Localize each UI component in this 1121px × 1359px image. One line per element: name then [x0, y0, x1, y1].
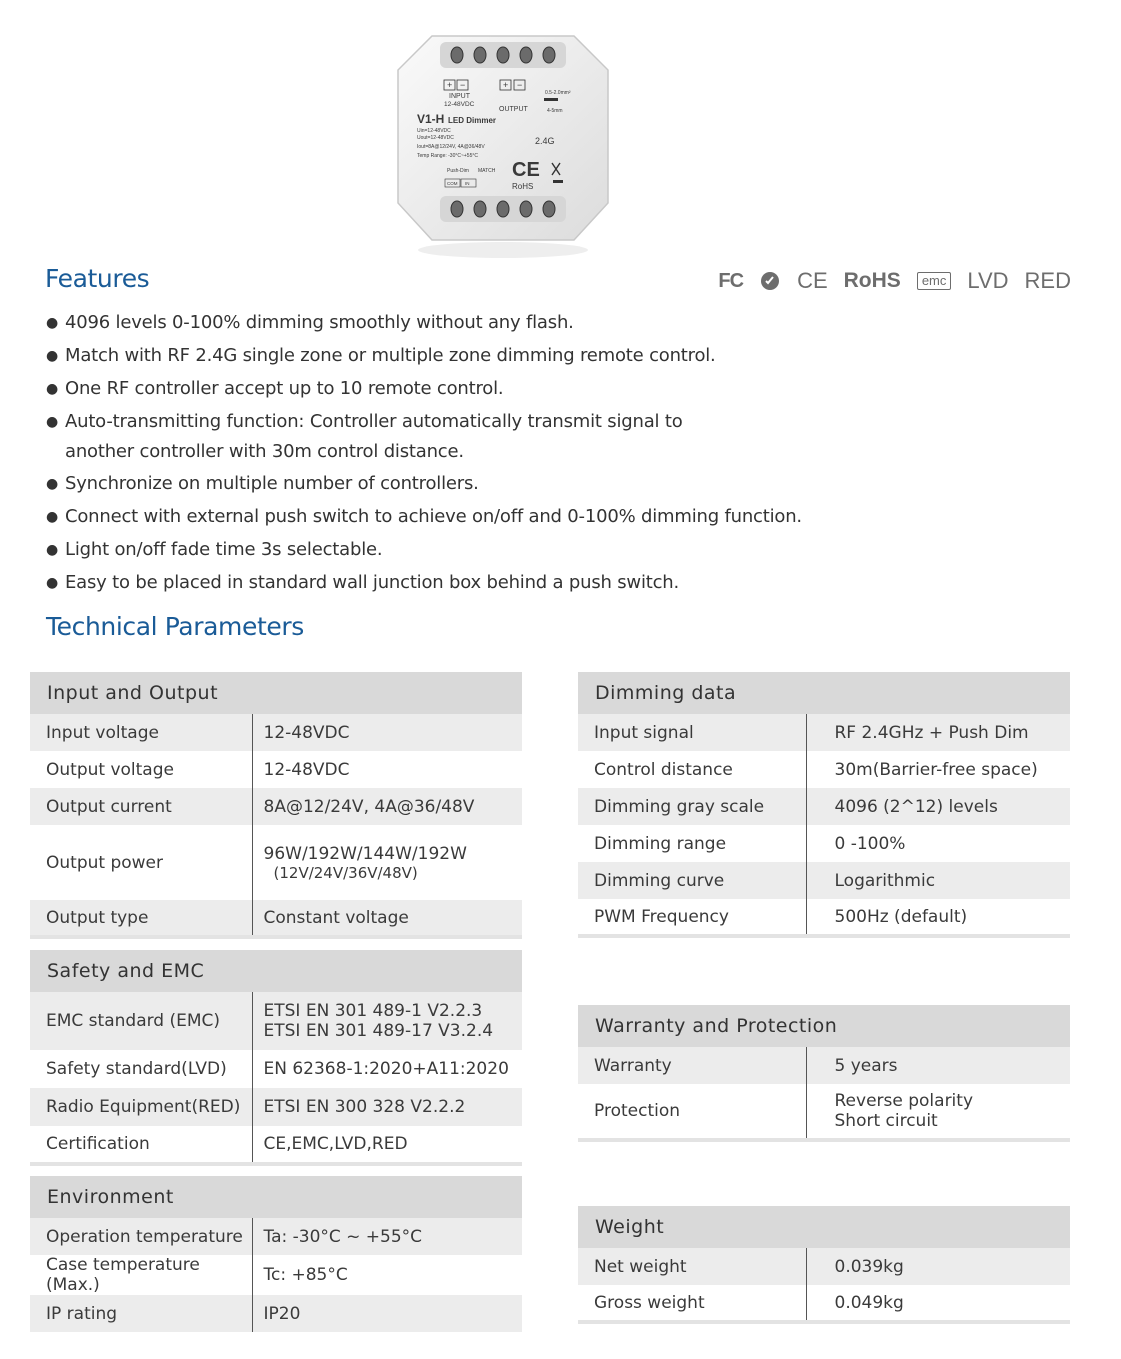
- table-row: EMC standard (EMC) ETSI EN 301 489-1 V2.2.3 ETSI EN 301 489-17 V3.2.4: [30, 992, 522, 1050]
- emc-icon: emc: [917, 272, 952, 290]
- bullet-icon: ●: [46, 476, 59, 492]
- list-item: ● One RF controller accept up to 10 remote control.: [46, 374, 826, 404]
- table-row: Operation temperature Ta: -30°C ~ +55°C: [30, 1218, 522, 1255]
- technical-parameters-title: Technical Parameters: [46, 612, 304, 641]
- table-row: Dimming range 0 -100%: [578, 825, 1070, 862]
- strip-spec: 4-5mm: [547, 108, 563, 114]
- table-row: Output voltage 12-48VDC: [30, 751, 522, 788]
- spec-line: Temp Range: -30°C~+55°C: [417, 153, 478, 159]
- weight-table: [578, 1206, 1070, 1324]
- spec-line: Iout=8A@12/24V, 4A@36/48V: [417, 144, 485, 150]
- rohs-mark: RoHS: [512, 182, 534, 191]
- in-label: IN: [465, 181, 470, 186]
- product-name-label: LED Dimmer: [448, 116, 497, 125]
- table-header: Input and Output: [30, 672, 522, 714]
- input-plus: +: [447, 80, 453, 90]
- com-label: COM: [447, 181, 458, 186]
- product-image: [392, 28, 614, 260]
- cell-line: ETSI EN 301 489-1 V2.2.3: [263, 1001, 483, 1021]
- led-dimmer-illustration: [392, 28, 614, 260]
- red-mark: RED: [1024, 268, 1071, 293]
- table-row: Dimming curve Logarithmic: [578, 862, 1070, 899]
- table-row: Radio Equipment(RED) ETSI EN 300 328 V2.2.2: [30, 1088, 522, 1126]
- output-minus: −: [517, 80, 523, 90]
- table-header: Environment: [30, 1176, 522, 1218]
- input-output-table: [30, 672, 522, 939]
- list-item: ● Auto-transmitting function: Controller automatically transmit signal to another controller with 30m control distance.: [46, 407, 745, 466]
- table-row: Net weight 0.039kg: [578, 1248, 1070, 1285]
- cell-line: Reverse polarity: [834, 1091, 974, 1111]
- match-label: MATCH: [478, 168, 496, 174]
- bullet-icon: ●: [46, 509, 59, 525]
- wire-spec: 0.5-2.0mm²: [545, 90, 571, 96]
- table-row: Input voltage 12-48VDC: [30, 714, 522, 751]
- table-row: Gross weight 0.049kg: [578, 1285, 1070, 1322]
- safety-emc-table: [30, 950, 522, 1166]
- list-item: ● Light on/off fade time 3s selectable.: [46, 535, 826, 565]
- table-row: Protection Reverse polarity Short circuit: [578, 1084, 1070, 1140]
- table-header: Weight: [578, 1206, 1070, 1248]
- certification-marks: [718, 268, 1071, 294]
- c-tick-icon: [759, 270, 781, 292]
- cell-line: Short circuit: [834, 1111, 938, 1131]
- table-header: Safety and EMC: [30, 950, 522, 992]
- input-minus: −: [460, 80, 466, 90]
- table-row: Safety standard(LVD) EN 62368-1:2020+A11:2020: [30, 1050, 522, 1088]
- cell-line: 96W/192W/144W/192W: [263, 843, 467, 864]
- spec-line: Uout=12-48VDC: [417, 135, 454, 141]
- freq-label: 2.4G: [535, 136, 555, 146]
- table-row: Control distance 30m(Barrier-free space): [578, 751, 1070, 788]
- fc-icon: FC: [718, 269, 744, 292]
- model-label: V1-H: [417, 112, 445, 126]
- output-plus: +: [503, 80, 509, 90]
- bullet-icon: ●: [46, 315, 59, 331]
- bullet-icon: ●: [46, 575, 59, 591]
- table-row: Dimming gray scale 4096 (2^12) levels: [578, 788, 1070, 825]
- push-dim-label: Push-Dim: [447, 168, 469, 174]
- bullet-icon: ●: [46, 381, 59, 397]
- table-row: IP rating IP20: [30, 1295, 522, 1332]
- cell-line: (12V/24V/36V/48V): [273, 863, 418, 882]
- bullet-icon: ●: [46, 414, 59, 430]
- features-title: Features: [45, 264, 150, 293]
- table-header: Warranty and Protection: [578, 1005, 1070, 1047]
- bullet-icon: ●: [46, 348, 59, 364]
- list-item: ● Match with RF 2.4G single zone or multiple zone dimming remote control.: [46, 341, 826, 371]
- list-item: ● 4096 levels 0-100% dimming smoothly without any flash.: [46, 308, 826, 338]
- lvd-mark: LVD: [967, 268, 1009, 293]
- table-row: Output power 96W/192W/144W/192W (12V/24V/36V/48V): [30, 825, 522, 900]
- table-header: Dimming data: [578, 672, 1070, 714]
- input-voltage-label: 12-48VDC: [444, 101, 475, 108]
- spec-line: Uin=12-48VDC: [417, 128, 451, 134]
- table-row: Output type Constant voltage: [30, 900, 522, 937]
- dimming-data-table: [578, 672, 1070, 938]
- warranty-protection-table: [578, 1005, 1070, 1142]
- ce-icon: CE: [797, 268, 828, 293]
- cell-line: ETSI EN 301 489-17 V3.2.4: [263, 1021, 494, 1041]
- table-row: PWM Frequency 500Hz (default): [578, 899, 1070, 936]
- list-item: ● Synchronize on multiple number of controllers.: [46, 469, 826, 499]
- environment-table: [30, 1176, 522, 1332]
- bullet-icon: ●: [46, 542, 59, 558]
- table-row: Certification CE,EMC,LVD,RED: [30, 1126, 522, 1164]
- rohs-icon: RoHS: [843, 269, 901, 292]
- list-item: ● Connect with external push switch to achieve on/off and 0-100% dimming function.: [46, 502, 826, 532]
- table-row: Case temperature (Max.) Tc: +85°C: [30, 1255, 522, 1295]
- table-row: Output current 8A@12/24V, 4A@36/48V: [30, 788, 522, 825]
- table-row: Input signal RF 2.4GHz + Push Dim: [578, 714, 1070, 751]
- table-row: Warranty 5 years: [578, 1047, 1070, 1084]
- input-label: INPUT: [449, 93, 470, 100]
- list-item: ● Easy to be placed in standard wall junction box behind a push switch.: [46, 568, 826, 598]
- output-label: OUTPUT: [499, 106, 528, 113]
- ce-mark: CE: [512, 159, 540, 181]
- features-list: [46, 308, 826, 601]
